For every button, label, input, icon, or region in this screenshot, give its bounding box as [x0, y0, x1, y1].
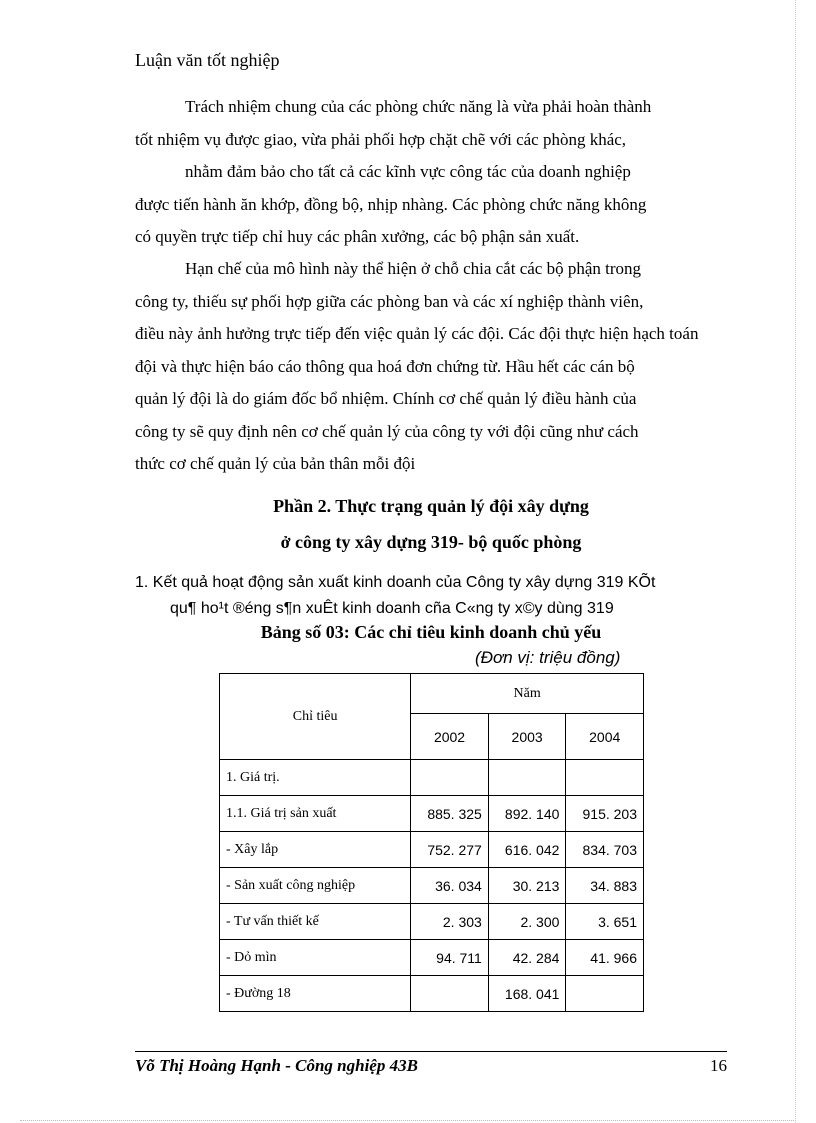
row-label: - Tư vấn thiết kế — [220, 904, 411, 940]
col-header-year-group: Năm — [411, 674, 644, 714]
footer-author: Võ Thị Hoàng Hạnh - Công nghiệp 43B — [135, 1056, 418, 1075]
row-label: 1.1. Giá trị sản xuất — [220, 796, 411, 832]
cell-value: 752. 277 — [411, 832, 489, 868]
document-header: Luận văn tốt nghiệp — [135, 50, 280, 70]
cell-value — [411, 976, 489, 1012]
cell-value — [411, 760, 489, 796]
cell-value: 834. 703 — [566, 832, 644, 868]
table-row — [220, 868, 644, 904]
cell-value: 2. 303 — [411, 904, 489, 940]
paragraph-line: thức cơ chế quản lý của bản thân mỗi đội — [135, 454, 416, 473]
row-label: - Xây lắp — [220, 832, 411, 868]
row-label: - Dỏ mìn — [220, 940, 411, 976]
cell-value: 915. 203 — [566, 796, 644, 832]
cell-value: 41. 966 — [566, 940, 644, 976]
paragraph-2 — [135, 253, 727, 481]
paragraph-line: đội và thực hiện báo cáo thông qua hoá đơn chứng từ. Hầu hết các cán bộ — [135, 356, 635, 376]
table-row — [220, 796, 644, 832]
col-header-year: 2003 — [488, 714, 566, 760]
cell-value: 3. 651 — [566, 904, 644, 940]
cell-value — [488, 760, 566, 796]
cell-value: 36. 034 — [411, 868, 489, 904]
cell-value — [566, 760, 644, 796]
paragraph-line: tốt nhiệm vụ được giao, vừa phải phối hợp chặt chẽ với các phòng khác, — [135, 129, 627, 149]
table-row — [220, 904, 644, 940]
col-header-year: 2004 — [566, 714, 644, 760]
paragraph-line: có quyền trực tiếp chỉ huy các phân xưởng, các bộ phận sản xuất. — [135, 227, 580, 246]
paragraph-line: quản lý đội là do giám đốc bổ nhiệm. Chính cơ chế quản lý điều hành của — [135, 389, 637, 408]
cell-value: 42. 284 — [488, 940, 566, 976]
section-title-line-1: Phần 2. Thực trạng quản lý đội xây dựng — [273, 496, 589, 516]
paragraph-line: Hạn chế của mô hình này thể hiện ở chỗ chia cắt các bộ phận trong — [185, 259, 642, 278]
table-row — [220, 760, 644, 796]
cell-value: 616. 042 — [488, 832, 566, 868]
row-label: - Đường 18 — [220, 976, 411, 1012]
cell-value — [566, 976, 644, 1012]
cell-value: 94. 711 — [411, 940, 489, 976]
cell-value: 30. 213 — [488, 868, 566, 904]
footer-divider — [135, 1051, 727, 1052]
cell-value: 168. 041 — [488, 976, 566, 1012]
cell-value: 892. 140 — [488, 796, 566, 832]
cell-value: 34. 883 — [566, 868, 644, 904]
table-row — [220, 832, 644, 868]
item-heading — [135, 570, 735, 622]
table-unit: (Đơn vị: triệu đồng) — [475, 648, 621, 667]
paragraph-1 — [135, 91, 727, 254]
row-label: 1. Giá trị. — [220, 760, 411, 796]
paragraph-line: công ty sẽ quy định nên cơ chế quản lý của công ty với đội cũng như cách — [135, 421, 639, 441]
paragraph-line: Trách nhiệm chung của các phòng chức năng là vừa phải hoàn thành — [185, 97, 652, 116]
paragraph-line: công ty, thiếu sự phối hợp giữa các phòng ban và các xí nghiệp thành viên, — [135, 291, 644, 311]
table-title: Bảng số 03: Các chỉ tiêu kinh doanh chủ yếu — [260, 622, 602, 642]
paragraph-line: nhằm đảm bảo cho tất cả các kĩnh vực công tác của doanh nghiệp — [185, 162, 631, 181]
table-row — [220, 940, 644, 976]
data-table — [219, 673, 644, 1012]
col-header-year: 2002 — [411, 714, 489, 760]
table-row — [220, 976, 644, 1012]
page-number: 16 — [710, 1056, 727, 1075]
cell-value: 885. 325 — [411, 796, 489, 832]
page-bottom-edge — [20, 1120, 796, 1121]
paragraph-line: được tiến hành ăn khớp, đồng bộ, nhịp nhàng. Các phòng chức năng không — [135, 194, 647, 214]
col-header-label: Chỉ tiêu — [220, 674, 411, 760]
item-heading-line-1: 1. Kết quả hoạt động sản xuất kinh doanh của Công ty xây dựng 319 KÕt — [135, 574, 656, 591]
row-label: - Sản xuất công nghiệp — [220, 868, 411, 904]
cell-value: 2. 300 — [488, 904, 566, 940]
paragraph-line: điều này ảnh hưởng trực tiếp đến việc quản lý các đội. Các đội thực hiện hạch toán — [135, 324, 699, 343]
item-heading-line-2: qu¶ ho¹t ®éng s¶n xuÊt kinh doanh cña C«ng ty x©y dùng 319 — [170, 600, 614, 617]
page-right-edge — [795, 0, 796, 1123]
section-title-line-2: ở công ty xây dựng 319- bộ quốc phòng — [280, 532, 582, 552]
